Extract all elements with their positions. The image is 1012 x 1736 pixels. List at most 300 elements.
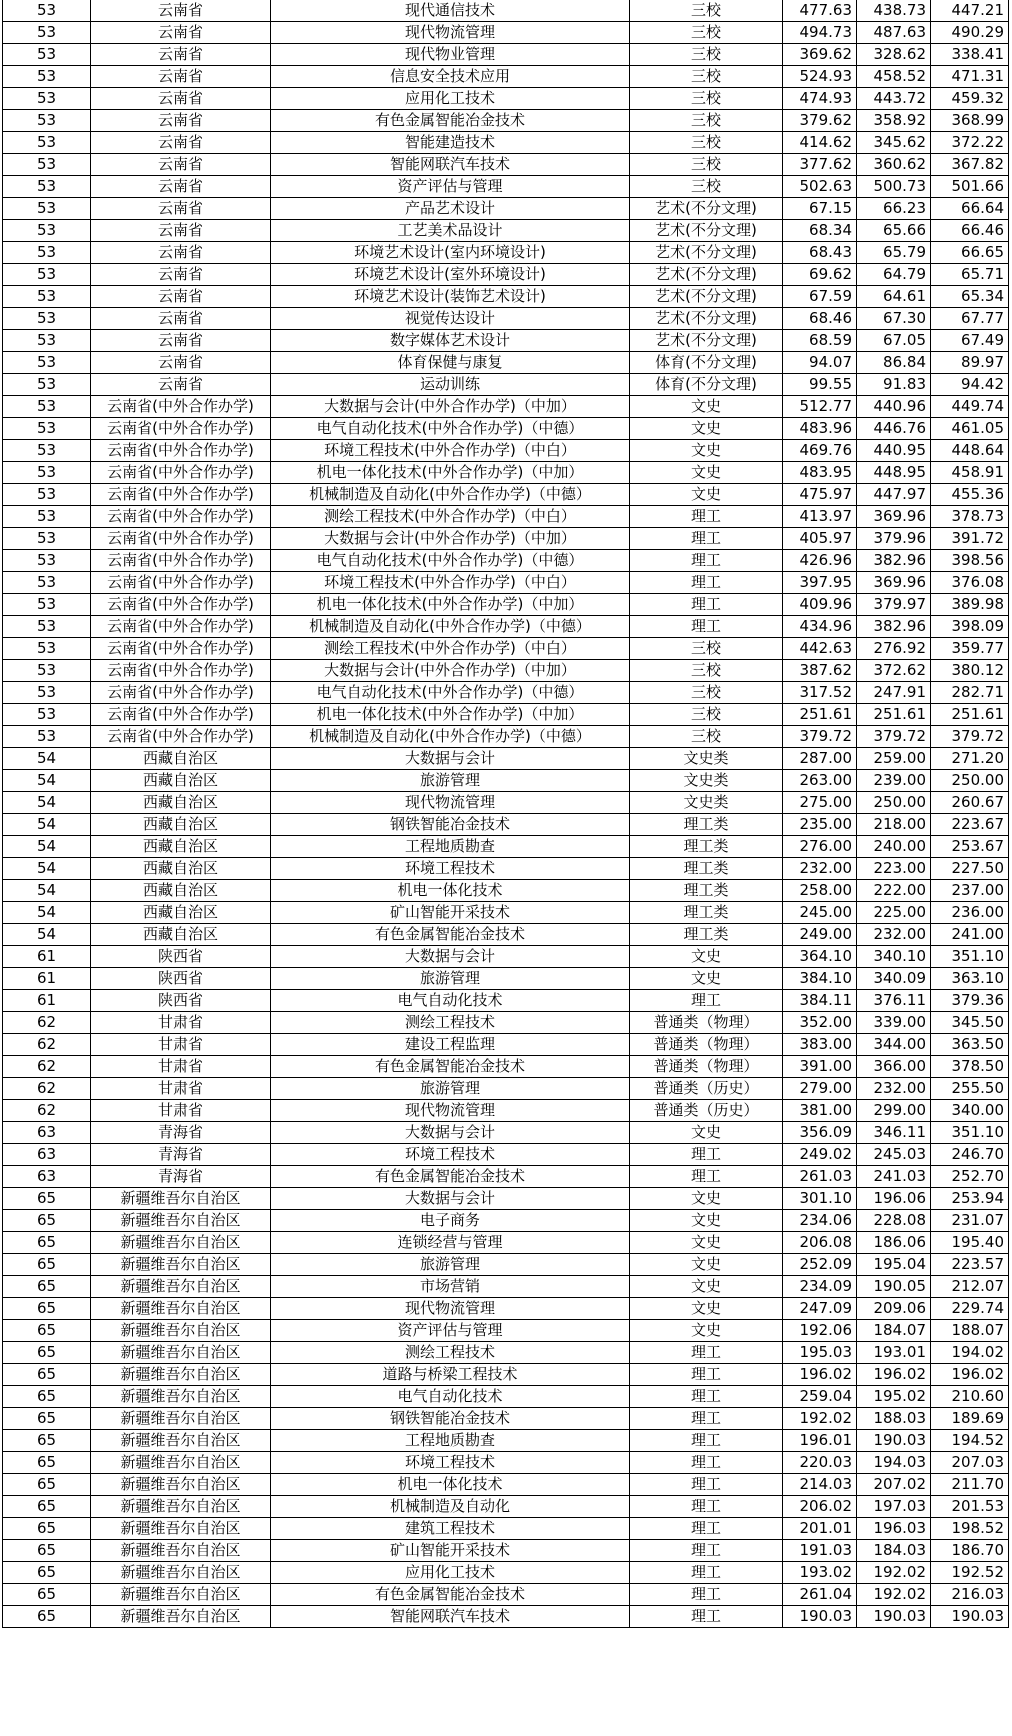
- min-score-cell: 250.00: [857, 792, 931, 814]
- major-cell: 机械制造及自动化(中外合作办学)（中德）: [271, 616, 630, 638]
- max-score-cell: 469.76: [783, 440, 857, 462]
- province-code-cell: 53: [3, 66, 91, 88]
- avg-score-cell: 398.09: [931, 616, 1009, 638]
- province-cell: 新疆维吾尔自治区: [91, 1188, 271, 1210]
- avg-score-cell: 66.46: [931, 220, 1009, 242]
- province-cell: 青海省: [91, 1166, 271, 1188]
- province-code-cell: 65: [3, 1232, 91, 1254]
- province-code-cell: 65: [3, 1474, 91, 1496]
- major-cell: 测绘工程技术(中外合作办学)（中白）: [271, 638, 630, 660]
- major-cell: 测绘工程技术(中外合作办学)（中白）: [271, 506, 630, 528]
- avg-score-cell: 490.29: [931, 22, 1009, 44]
- major-cell: 现代物流管理: [271, 22, 630, 44]
- table-row: [3, 1232, 1009, 1254]
- province-cell: 新疆维吾尔自治区: [91, 1562, 271, 1584]
- table-row: [3, 1386, 1009, 1408]
- max-score-cell: 391.00: [783, 1056, 857, 1078]
- category-cell: 三校: [630, 154, 783, 176]
- min-score-cell: 64.61: [857, 286, 931, 308]
- province-code-cell: 53: [3, 396, 91, 418]
- max-score-cell: 252.09: [783, 1254, 857, 1276]
- max-score-cell: 317.52: [783, 682, 857, 704]
- category-cell: 理工类: [630, 902, 783, 924]
- province-code-cell: 53: [3, 330, 91, 352]
- category-cell: 理工: [630, 1540, 783, 1562]
- max-score-cell: 249.02: [783, 1144, 857, 1166]
- category-cell: 艺术(不分文理): [630, 198, 783, 220]
- category-cell: 理工: [630, 1144, 783, 1166]
- major-cell: 建设工程监理: [271, 1034, 630, 1056]
- min-score-cell: 372.62: [857, 660, 931, 682]
- category-cell: 艺术(不分文理): [630, 286, 783, 308]
- avg-score-cell: 66.64: [931, 198, 1009, 220]
- major-cell: 大数据与会计(中外合作办学)（中加）: [271, 660, 630, 682]
- table-row: [3, 1496, 1009, 1518]
- province-cell: 新疆维吾尔自治区: [91, 1408, 271, 1430]
- province-code-cell: 65: [3, 1430, 91, 1452]
- min-score-cell: 369.96: [857, 572, 931, 594]
- table-row: [3, 814, 1009, 836]
- province-cell: 新疆维吾尔自治区: [91, 1518, 271, 1540]
- table-row: [3, 286, 1009, 308]
- province-cell: 新疆维吾尔自治区: [91, 1496, 271, 1518]
- min-score-cell: 382.96: [857, 616, 931, 638]
- min-score-cell: 448.95: [857, 462, 931, 484]
- avg-score-cell: 449.74: [931, 396, 1009, 418]
- major-cell: 环境工程技术: [271, 1452, 630, 1474]
- province-code-cell: 53: [3, 660, 91, 682]
- province-code-cell: 61: [3, 946, 91, 968]
- max-score-cell: 261.04: [783, 1584, 857, 1606]
- province-code-cell: 53: [3, 132, 91, 154]
- province-code-cell: 53: [3, 286, 91, 308]
- province-cell: 新疆维吾尔自治区: [91, 1474, 271, 1496]
- province-cell: 云南省(中外合作办学): [91, 616, 271, 638]
- province-code-cell: 53: [3, 462, 91, 484]
- province-cell: 云南省(中外合作办学): [91, 726, 271, 748]
- category-cell: 文史: [630, 484, 783, 506]
- max-score-cell: 69.62: [783, 264, 857, 286]
- major-cell: 大数据与会计: [271, 1122, 630, 1144]
- avg-score-cell: 448.64: [931, 440, 1009, 462]
- admission-score-table: [2, 0, 1009, 1628]
- category-cell: 三校: [630, 22, 783, 44]
- table-row: [3, 770, 1009, 792]
- max-score-cell: 94.07: [783, 352, 857, 374]
- province-code-cell: 65: [3, 1364, 91, 1386]
- table-row: [3, 22, 1009, 44]
- major-cell: 有色金属智能冶金技术: [271, 924, 630, 946]
- province-code-cell: 63: [3, 1122, 91, 1144]
- province-cell: 云南省(中外合作办学): [91, 396, 271, 418]
- province-code-cell: 53: [3, 44, 91, 66]
- province-cell: 云南省(中外合作办学): [91, 528, 271, 550]
- table-row: [3, 1408, 1009, 1430]
- min-score-cell: 86.84: [857, 352, 931, 374]
- province-cell: 西藏自治区: [91, 814, 271, 836]
- max-score-cell: 442.63: [783, 638, 857, 660]
- province-cell: 新疆维吾尔自治区: [91, 1364, 271, 1386]
- max-score-cell: 195.03: [783, 1342, 857, 1364]
- major-cell: 建筑工程技术: [271, 1518, 630, 1540]
- avg-score-cell: 379.72: [931, 726, 1009, 748]
- max-score-cell: 524.93: [783, 66, 857, 88]
- table-row: [3, 660, 1009, 682]
- category-cell: 体育(不分文理): [630, 352, 783, 374]
- province-code-cell: 62: [3, 1100, 91, 1122]
- province-code-cell: 53: [3, 110, 91, 132]
- province-code-cell: 54: [3, 924, 91, 946]
- table-row: [3, 154, 1009, 176]
- max-score-cell: 67.15: [783, 198, 857, 220]
- province-code-cell: 53: [3, 176, 91, 198]
- province-cell: 新疆维吾尔自治区: [91, 1342, 271, 1364]
- category-cell: 文史类: [630, 748, 783, 770]
- province-cell: 云南省: [91, 88, 271, 110]
- province-code-cell: 54: [3, 858, 91, 880]
- min-score-cell: 299.00: [857, 1100, 931, 1122]
- province-cell: 甘肃省: [91, 1078, 271, 1100]
- avg-score-cell: 195.40: [931, 1232, 1009, 1254]
- avg-score-cell: 194.02: [931, 1342, 1009, 1364]
- max-score-cell: 475.97: [783, 484, 857, 506]
- province-code-cell: 53: [3, 88, 91, 110]
- table-row: [3, 1056, 1009, 1078]
- province-code-cell: 53: [3, 550, 91, 572]
- province-code-cell: 53: [3, 594, 91, 616]
- category-cell: 理工: [630, 1518, 783, 1540]
- major-cell: 电气自动化技术(中外合作办学)（中德）: [271, 682, 630, 704]
- category-cell: 文史: [630, 1276, 783, 1298]
- min-score-cell: 232.00: [857, 1078, 931, 1100]
- max-score-cell: 384.11: [783, 990, 857, 1012]
- category-cell: 理工: [630, 616, 783, 638]
- table-row: [3, 1518, 1009, 1540]
- avg-score-cell: 227.50: [931, 858, 1009, 880]
- province-code-cell: 54: [3, 814, 91, 836]
- province-code-cell: 54: [3, 792, 91, 814]
- major-cell: 旅游管理: [271, 770, 630, 792]
- province-code-cell: 53: [3, 484, 91, 506]
- avg-score-cell: 94.42: [931, 374, 1009, 396]
- province-cell: 西藏自治区: [91, 858, 271, 880]
- avg-score-cell: 447.21: [931, 0, 1009, 22]
- table-row: [3, 1320, 1009, 1342]
- min-score-cell: 358.92: [857, 110, 931, 132]
- category-cell: 三校: [630, 726, 783, 748]
- table-row: [3, 66, 1009, 88]
- province-code-cell: 62: [3, 1056, 91, 1078]
- avg-score-cell: 351.10: [931, 1122, 1009, 1144]
- province-cell: 云南省(中外合作办学): [91, 440, 271, 462]
- table-row: [3, 924, 1009, 946]
- province-cell: 云南省: [91, 374, 271, 396]
- avg-score-cell: 351.10: [931, 946, 1009, 968]
- province-cell: 新疆维吾尔自治区: [91, 1540, 271, 1562]
- major-cell: 环境工程技术(中外合作办学)（中白）: [271, 572, 630, 594]
- category-cell: 文史: [630, 1122, 783, 1144]
- avg-score-cell: 66.65: [931, 242, 1009, 264]
- category-cell: 理工: [630, 528, 783, 550]
- max-score-cell: 191.03: [783, 1540, 857, 1562]
- table-row: [3, 792, 1009, 814]
- table-row: [3, 440, 1009, 462]
- category-cell: 三校: [630, 110, 783, 132]
- min-score-cell: 340.09: [857, 968, 931, 990]
- province-code-cell: 65: [3, 1210, 91, 1232]
- max-score-cell: 206.02: [783, 1496, 857, 1518]
- max-score-cell: 261.03: [783, 1166, 857, 1188]
- min-score-cell: 340.10: [857, 946, 931, 968]
- category-cell: 文史: [630, 462, 783, 484]
- min-score-cell: 346.11: [857, 1122, 931, 1144]
- avg-score-cell: 255.50: [931, 1078, 1009, 1100]
- category-cell: 理工: [630, 594, 783, 616]
- table-row: [3, 1606, 1009, 1628]
- province-cell: 云南省(中外合作办学): [91, 484, 271, 506]
- category-cell: 文史: [630, 1210, 783, 1232]
- province-code-cell: 53: [3, 638, 91, 660]
- major-cell: 旅游管理: [271, 1078, 630, 1100]
- category-cell: 艺术(不分文理): [630, 308, 783, 330]
- province-code-cell: 61: [3, 990, 91, 1012]
- max-score-cell: 397.95: [783, 572, 857, 594]
- max-score-cell: 214.03: [783, 1474, 857, 1496]
- province-cell: 甘肃省: [91, 1056, 271, 1078]
- category-cell: 普通类（物理）: [630, 1034, 783, 1056]
- province-cell: 云南省: [91, 44, 271, 66]
- province-cell: 西藏自治区: [91, 792, 271, 814]
- min-score-cell: 360.62: [857, 154, 931, 176]
- province-code-cell: 53: [3, 418, 91, 440]
- min-score-cell: 239.00: [857, 770, 931, 792]
- avg-score-cell: 250.00: [931, 770, 1009, 792]
- major-cell: 大数据与会计: [271, 748, 630, 770]
- major-cell: 机械制造及自动化: [271, 1496, 630, 1518]
- max-score-cell: 384.10: [783, 968, 857, 990]
- category-cell: 理工: [630, 990, 783, 1012]
- max-score-cell: 352.00: [783, 1012, 857, 1034]
- category-cell: 理工: [630, 1562, 783, 1584]
- category-cell: 文史: [630, 396, 783, 418]
- province-cell: 云南省: [91, 66, 271, 88]
- max-score-cell: 426.96: [783, 550, 857, 572]
- avg-score-cell: 363.10: [931, 968, 1009, 990]
- category-cell: 三校: [630, 660, 783, 682]
- table-row: [3, 682, 1009, 704]
- min-score-cell: 458.52: [857, 66, 931, 88]
- avg-score-cell: 398.56: [931, 550, 1009, 572]
- max-score-cell: 301.10: [783, 1188, 857, 1210]
- min-score-cell: 184.07: [857, 1320, 931, 1342]
- major-cell: 现代物流管理: [271, 1100, 630, 1122]
- avg-score-cell: 190.03: [931, 1606, 1009, 1628]
- category-cell: 理工: [630, 572, 783, 594]
- table-row: [3, 506, 1009, 528]
- min-score-cell: 196.06: [857, 1188, 931, 1210]
- avg-score-cell: 389.98: [931, 594, 1009, 616]
- min-score-cell: 247.91: [857, 682, 931, 704]
- category-cell: 理工类: [630, 836, 783, 858]
- category-cell: 理工: [630, 506, 783, 528]
- province-cell: 新疆维吾尔自治区: [91, 1452, 271, 1474]
- table-row: [3, 858, 1009, 880]
- max-score-cell: 409.96: [783, 594, 857, 616]
- max-score-cell: 287.00: [783, 748, 857, 770]
- min-score-cell: 190.03: [857, 1606, 931, 1628]
- province-cell: 云南省(中外合作办学): [91, 682, 271, 704]
- category-cell: 文史类: [630, 770, 783, 792]
- min-score-cell: 438.73: [857, 0, 931, 22]
- max-score-cell: 220.03: [783, 1452, 857, 1474]
- max-score-cell: 68.59: [783, 330, 857, 352]
- table-body: [3, 0, 1009, 1628]
- table-row: [3, 1144, 1009, 1166]
- table-row: [3, 396, 1009, 418]
- major-cell: 环境工程技术: [271, 1144, 630, 1166]
- max-score-cell: 434.96: [783, 616, 857, 638]
- province-code-cell: 53: [3, 242, 91, 264]
- avg-score-cell: 188.07: [931, 1320, 1009, 1342]
- category-cell: 理工类: [630, 924, 783, 946]
- category-cell: 体育(不分文理): [630, 374, 783, 396]
- province-code-cell: 65: [3, 1320, 91, 1342]
- province-cell: 云南省: [91, 308, 271, 330]
- category-cell: 理工: [630, 1430, 783, 1452]
- max-score-cell: 414.62: [783, 132, 857, 154]
- major-cell: 大数据与会计(中外合作办学)（中加）: [271, 528, 630, 550]
- major-cell: 现代物业管理: [271, 44, 630, 66]
- min-score-cell: 65.79: [857, 242, 931, 264]
- province-cell: 西藏自治区: [91, 924, 271, 946]
- table-row: [3, 1430, 1009, 1452]
- max-score-cell: 68.43: [783, 242, 857, 264]
- category-cell: 三校: [630, 682, 783, 704]
- table-row: [3, 748, 1009, 770]
- table-row: [3, 418, 1009, 440]
- max-score-cell: 249.00: [783, 924, 857, 946]
- max-score-cell: 379.62: [783, 110, 857, 132]
- min-score-cell: 328.62: [857, 44, 931, 66]
- major-cell: 机电一体化技术(中外合作办学)（中加）: [271, 462, 630, 484]
- avg-score-cell: 198.52: [931, 1518, 1009, 1540]
- avg-score-cell: 196.02: [931, 1364, 1009, 1386]
- province-code-cell: 61: [3, 968, 91, 990]
- avg-score-cell: 194.52: [931, 1430, 1009, 1452]
- max-score-cell: 251.61: [783, 704, 857, 726]
- province-cell: 云南省: [91, 22, 271, 44]
- table-row: [3, 638, 1009, 660]
- category-cell: 文史: [630, 946, 783, 968]
- avg-score-cell: 210.60: [931, 1386, 1009, 1408]
- province-code-cell: 53: [3, 374, 91, 396]
- max-score-cell: 259.04: [783, 1386, 857, 1408]
- avg-score-cell: 223.67: [931, 814, 1009, 836]
- avg-score-cell: 338.41: [931, 44, 1009, 66]
- major-cell: 钢铁智能冶金技术: [271, 1408, 630, 1430]
- major-cell: 有色金属智能冶金技术: [271, 1166, 630, 1188]
- major-cell: 测绘工程技术: [271, 1342, 630, 1364]
- category-cell: 文史: [630, 1188, 783, 1210]
- province-code-cell: 63: [3, 1144, 91, 1166]
- min-score-cell: 197.03: [857, 1496, 931, 1518]
- avg-score-cell: 271.20: [931, 748, 1009, 770]
- major-cell: 矿山智能开采技术: [271, 1540, 630, 1562]
- category-cell: 理工: [630, 1364, 783, 1386]
- province-cell: 甘肃省: [91, 1100, 271, 1122]
- table-row: [3, 330, 1009, 352]
- province-code-cell: 65: [3, 1276, 91, 1298]
- max-score-cell: 377.62: [783, 154, 857, 176]
- major-cell: 工程地质勘查: [271, 1430, 630, 1452]
- major-cell: 电气自动化技术: [271, 1386, 630, 1408]
- province-cell: 云南省(中外合作办学): [91, 506, 271, 528]
- province-cell: 西藏自治区: [91, 748, 271, 770]
- major-cell: 机电一体化技术: [271, 1474, 630, 1496]
- max-score-cell: 356.09: [783, 1122, 857, 1144]
- province-cell: 云南省: [91, 220, 271, 242]
- province-cell: 云南省: [91, 286, 271, 308]
- min-score-cell: 251.61: [857, 704, 931, 726]
- major-cell: 道路与桥梁工程技术: [271, 1364, 630, 1386]
- avg-score-cell: 458.91: [931, 462, 1009, 484]
- avg-score-cell: 340.00: [931, 1100, 1009, 1122]
- province-code-cell: 53: [3, 616, 91, 638]
- category-cell: 艺术(不分文理): [630, 242, 783, 264]
- table-row: [3, 132, 1009, 154]
- min-score-cell: 366.00: [857, 1056, 931, 1078]
- avg-score-cell: 212.07: [931, 1276, 1009, 1298]
- avg-score-cell: 282.71: [931, 682, 1009, 704]
- province-cell: 陕西省: [91, 946, 271, 968]
- min-score-cell: 240.00: [857, 836, 931, 858]
- province-code-cell: 53: [3, 682, 91, 704]
- major-cell: 有色金属智能冶金技术: [271, 1584, 630, 1606]
- avg-score-cell: 391.72: [931, 528, 1009, 550]
- major-cell: 电气自动化技术: [271, 990, 630, 1012]
- avg-score-cell: 65.34: [931, 286, 1009, 308]
- province-code-cell: 65: [3, 1452, 91, 1474]
- province-cell: 西藏自治区: [91, 880, 271, 902]
- major-cell: 钢铁智能冶金技术: [271, 814, 630, 836]
- min-score-cell: 344.00: [857, 1034, 931, 1056]
- min-score-cell: 228.08: [857, 1210, 931, 1232]
- min-score-cell: 190.05: [857, 1276, 931, 1298]
- table-row: [3, 484, 1009, 506]
- max-score-cell: 206.08: [783, 1232, 857, 1254]
- province-code-cell: 65: [3, 1386, 91, 1408]
- category-cell: 理工: [630, 550, 783, 572]
- max-score-cell: 196.01: [783, 1430, 857, 1452]
- max-score-cell: 502.63: [783, 176, 857, 198]
- province-code-cell: 53: [3, 352, 91, 374]
- avg-score-cell: 246.70: [931, 1144, 1009, 1166]
- category-cell: 文史: [630, 1254, 783, 1276]
- table-row: [3, 902, 1009, 924]
- province-code-cell: 62: [3, 1078, 91, 1100]
- max-score-cell: 369.62: [783, 44, 857, 66]
- min-score-cell: 440.96: [857, 396, 931, 418]
- min-score-cell: 232.00: [857, 924, 931, 946]
- max-score-cell: 383.00: [783, 1034, 857, 1056]
- avg-score-cell: 253.67: [931, 836, 1009, 858]
- province-cell: 云南省(中外合作办学): [91, 462, 271, 484]
- min-score-cell: 276.92: [857, 638, 931, 660]
- table-row: [3, 990, 1009, 1012]
- max-score-cell: 201.01: [783, 1518, 857, 1540]
- major-cell: 视觉传达设计: [271, 308, 630, 330]
- province-cell: 云南省: [91, 198, 271, 220]
